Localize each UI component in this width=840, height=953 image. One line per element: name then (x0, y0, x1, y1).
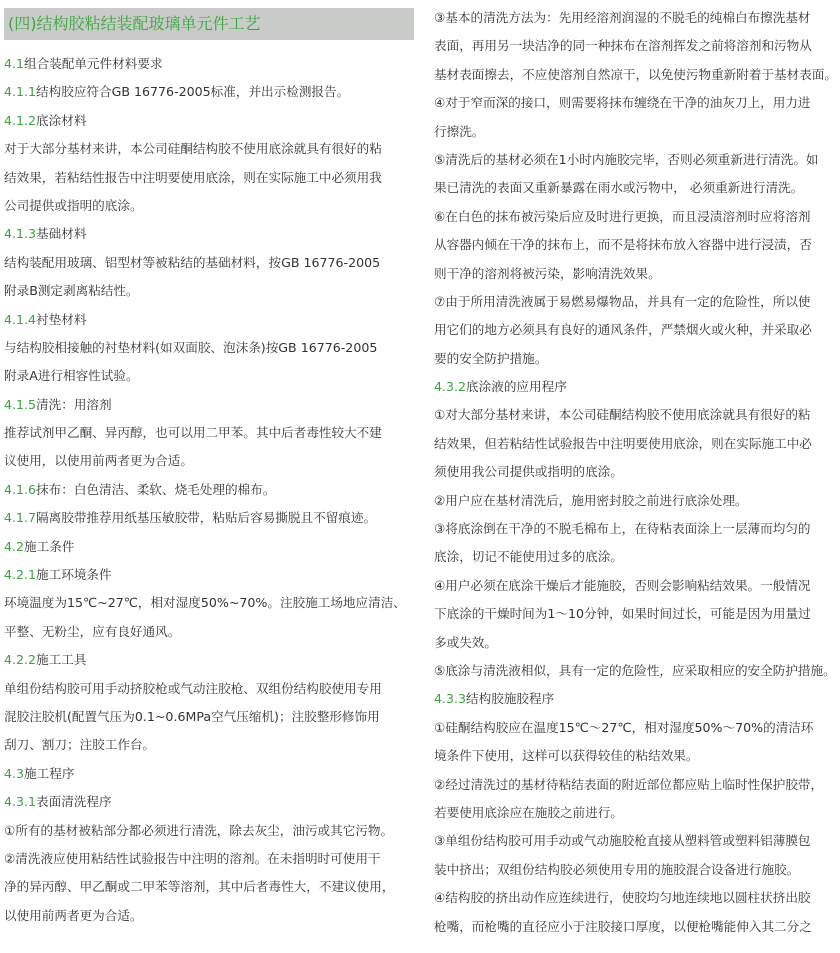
text-line (4, 845, 414, 873)
text-line (434, 32, 838, 60)
section-number: 4.3.3 (434, 691, 467, 707)
section-heading-line (4, 533, 414, 561)
text-line (4, 447, 414, 475)
line-text: 枪嘴，而枪嘴的直径应小于注胶接口厚度，以便枪嘴能伸入其二分之 (434, 918, 812, 934)
text-line (434, 89, 838, 117)
line-text: 底涂材料 (36, 112, 87, 128)
text-line (4, 277, 414, 305)
text-line (4, 731, 414, 759)
section-heading-line (434, 373, 838, 401)
text-line (434, 146, 838, 174)
section-number: 4.1.5 (4, 396, 37, 412)
line-text: 多或失效。 (434, 634, 497, 650)
line-text: 组合装配单元件材料要求 (24, 56, 163, 71)
text-line (434, 260, 838, 288)
section-number: 4.1.4 (4, 311, 37, 327)
text-line (434, 61, 838, 89)
text-line (434, 884, 838, 912)
section-heading-line (4, 504, 414, 532)
section-number: 4.3.2 (434, 379, 467, 395)
line-text: ②经过清洗过的基材待粘结表面的附近部位都应贴上临时性保护胶带， (434, 776, 824, 792)
line-text: 平整、无粉尘，应有良好通风。 (4, 623, 181, 639)
text-line (434, 288, 838, 316)
text-line (434, 4, 838, 32)
section-heading-line (434, 685, 838, 713)
section-heading-line (4, 561, 414, 589)
section-heading-line (4, 391, 414, 419)
line-text: ⑦由于所用清洗液属于易燃易爆物品，并具有一定的危险性，所以使 (434, 293, 811, 309)
line-text: 下底涂的干燥时间为1～10分钟，如果时间过长，可能是因为用量过 (434, 606, 811, 622)
section-title: (四)结构胶粘结装配玻璃单元件工艺 (8, 14, 261, 33)
line-text: 底涂液的应用程序 (466, 379, 567, 395)
text-line (434, 600, 838, 628)
line-text: 施工程序 (24, 765, 75, 781)
section-title-banner (4, 8, 414, 40)
line-text: ④用户必须在底涂干燥后才能施胶，否则会影响粘结效果。一般情况 (434, 577, 811, 593)
text-line (434, 345, 838, 373)
line-text: 行擦洗。 (434, 123, 485, 139)
section-number: 4.2.1 (4, 567, 37, 583)
line-text: 施工环境条件 (36, 567, 112, 583)
text-line (434, 742, 838, 770)
line-text: ⑤底涂与清洗液相似，具有一定的危险性，应采取相应的安全防护措施。 (434, 662, 836, 678)
line-text: 对于大部分基材来讲，本公司硅酮结构胶不使用底涂就具有很好的粘 (4, 141, 382, 157)
line-text: 基础材料 (36, 226, 87, 242)
text-line (4, 362, 414, 390)
line-text: 公司提供或指明的底涂。 (4, 197, 143, 213)
section-number: 4.1.1 (4, 84, 37, 100)
line-text: 施工工具 (36, 652, 87, 668)
section-heading-line (4, 78, 414, 106)
line-text: 须使用我公司提供或指明的底涂。 (434, 464, 623, 480)
line-text: ③单组份结构胶可用手动或气动施胶枪直接从塑料管或塑料铝薄膜包 (434, 833, 811, 849)
line-text: ①对大部分基材来讲，本公司硅酮结构胶不使用底涂就具有很好的粘 (434, 407, 811, 423)
text-line (4, 589, 414, 617)
text-line (434, 913, 838, 941)
section-number: 4.3.1 (4, 794, 37, 810)
line-text: ②清洗液应使用粘结性试验报告中注明的溶剂。在未指明时可使用干 (4, 850, 381, 866)
line-text: 表面，再用另一块洁净的同一种抹布在溶剂挥发之前将溶剂和污物从 (434, 38, 812, 54)
line-text: ⑥在白色的抹布被污染后应及时进行更换，而且浸渍溶剂时应将溶剂 (434, 208, 811, 224)
text-line (434, 203, 838, 231)
line-text: 推荐试剂甲乙酮、异丙醇，也可以用二甲苯。其中后者毒性较大不建 (4, 425, 382, 441)
text-line (4, 192, 414, 220)
section-heading-line (4, 107, 414, 135)
line-text: 净的异丙醇、甲乙酮或二甲苯等溶剂，其中后者毒性大，不建议使用， (4, 879, 395, 895)
section-heading-line (4, 646, 414, 674)
line-text: 果已清洗的表面又重新暴露在雨水或污物中， 必须重新进行清洗。 (434, 180, 804, 196)
line-text: 境条件下使用，这样可以获得较佳的粘结效果。 (434, 748, 699, 764)
line-text: 施工条件 (24, 538, 75, 554)
section-number: 4.1.7 (4, 510, 37, 526)
text-line (434, 515, 838, 543)
text-line (434, 799, 838, 827)
line-text: ④对于窄而深的接口，则需要将抹布缠绕在干净的油灰刀上，用力进 (434, 95, 811, 111)
text-line (4, 675, 414, 703)
line-text: 从容器内倾在干净的抹布上，而不是将抹布放入容器中进行浸渍，否 (434, 237, 812, 253)
left-column (4, 0, 414, 930)
text-line (434, 856, 838, 884)
text-line (4, 902, 414, 930)
line-text: 结构胶应符合GB 16776-2005标准，并出示检测报告。 (36, 84, 350, 100)
line-text: 底涂，切记不能使用过多的底涂。 (434, 549, 623, 565)
text-line (434, 430, 838, 458)
text-line (434, 316, 838, 344)
line-text: 若要使用底涂应在施胶之前进行。 (434, 804, 623, 820)
line-text: ③基本的清洗方法为：先用经溶剂润湿的不脱毛的纯棉白布擦洗基材 (434, 10, 811, 25)
line-text: ②用户应在基材清洗后，施用密封胶之前进行底涂处理。 (434, 492, 748, 508)
line-text: ④结构胶的挤出动作应连续进行，使胶均匀地连续地以圆柱状挤出胶 (434, 890, 811, 906)
text-line (4, 135, 414, 163)
line-text: 抹布：白色清洁、柔软、烧毛处理的棉布。 (36, 481, 276, 497)
section-heading-line (4, 306, 414, 334)
line-text: 环境温度为15℃~27℃，相对湿度50%~70%。注胶施工场地应清洁、 (4, 595, 406, 611)
text-line (434, 827, 838, 855)
text-line (434, 543, 838, 571)
line-text: 表面清洗程序 (36, 794, 112, 810)
line-text: 衬垫材料 (36, 311, 87, 327)
text-line (434, 629, 838, 657)
line-text: 用它们的地方必须具有良好的通风条件，严禁烟火或火种，并采取必 (434, 322, 812, 338)
text-line (4, 703, 414, 731)
text-line (434, 458, 838, 486)
text-line (434, 174, 838, 202)
text-line (434, 657, 838, 685)
right-text-block (434, 4, 838, 941)
line-text: 结构胶施胶程序 (466, 691, 555, 707)
line-text: 以使用前两者更为合适。 (4, 907, 143, 923)
text-line (4, 873, 414, 901)
line-text: 与结构胶相接触的衬垫材料(如双面胶、泡沫条)按GB 16776-2005 (4, 339, 378, 355)
line-text: ①硅酮结构胶应在温度15℃～27℃，相对湿度50%～70%的清洁环 (434, 719, 814, 735)
text-line (434, 572, 838, 600)
line-text: ①所有的基材被粘部分都必须进行清洗，除去灰尘，油污或其它污物。 (4, 822, 394, 838)
section-heading-line (4, 788, 414, 816)
line-text: 结效果，但若粘结性试验报告中注明要使用底涂，则在实际施工中必 (434, 435, 812, 451)
section-number: 4.2.2 (4, 652, 37, 668)
line-text: ③将底涂倒在干净的不脱毛棉布上，在待粘表面涂上一层薄而均匀的 (434, 521, 811, 537)
section-number: 4.1.2 (4, 112, 37, 128)
text-line (434, 714, 838, 742)
line-text: 刮刀、割刀；注胶工作台。 (4, 737, 156, 753)
text-line (4, 334, 414, 362)
section-number: 4.1.3 (4, 226, 37, 242)
line-text: 议使用，以使用前两者更为合适。 (4, 453, 193, 469)
line-text: 要的安全防护措施。 (434, 350, 548, 366)
line-text: 混胶注胶机(配置气压为0.1~0.6MPa空气压缩机)；注胶整形修饰用 (4, 708, 380, 724)
text-line (4, 419, 414, 447)
line-text: ⑤清洗后的基材必须在1小时内施胶完毕，否则必须重新进行清洗。如 (434, 151, 819, 167)
text-line (4, 164, 414, 192)
section-heading-line (4, 760, 414, 788)
text-line (434, 401, 838, 429)
section-number: 4.2 (4, 538, 25, 554)
section-number: 4.1.6 (4, 481, 37, 497)
left-text-block (4, 50, 414, 930)
line-text: 结构装配用玻璃、铝型材等被粘结的基础材料，按GB 16776-2005 (4, 254, 381, 270)
line-text: 结效果，若粘结性报告中注明要使用底涂，则在实际施工中必须用我 (4, 169, 382, 185)
text-line (4, 249, 414, 277)
line-text: 隔离胶带推荐用纸基压敏胶带，粘贴后容易撕脱且不留痕迹。 (36, 510, 377, 526)
text-line (4, 817, 414, 845)
section-heading-line (4, 50, 414, 78)
section-heading-line (4, 476, 414, 504)
line-text: 附录A进行相容性试验。 (4, 368, 139, 384)
section-number: 4.3 (4, 765, 25, 781)
line-text: 则干净的溶剂将被污染，影响清洗效果。 (434, 265, 661, 281)
right-column (434, 0, 838, 941)
text-line (4, 618, 414, 646)
line-text: 单组份结构胶可用手动挤胶枪或气动注胶枪、双组份结构胶使用专用 (4, 680, 382, 696)
text-line (434, 231, 838, 259)
line-text: 清洗：用溶剂 (36, 396, 112, 412)
line-text: 附录B测定剥离粘结性。 (4, 283, 139, 299)
section-heading-line (4, 220, 414, 248)
text-line (434, 771, 838, 799)
text-line (434, 487, 838, 515)
text-line (434, 118, 838, 146)
line-text: 装中挤出；双组份结构胶必须使用专用的施胶混合设备进行施胶。 (434, 861, 800, 877)
section-number: 4.1 (4, 56, 25, 71)
line-text: 基材表面擦去，不应使溶剂自然凉干，以免使污物重新附着于基材表面。 (434, 66, 837, 82)
